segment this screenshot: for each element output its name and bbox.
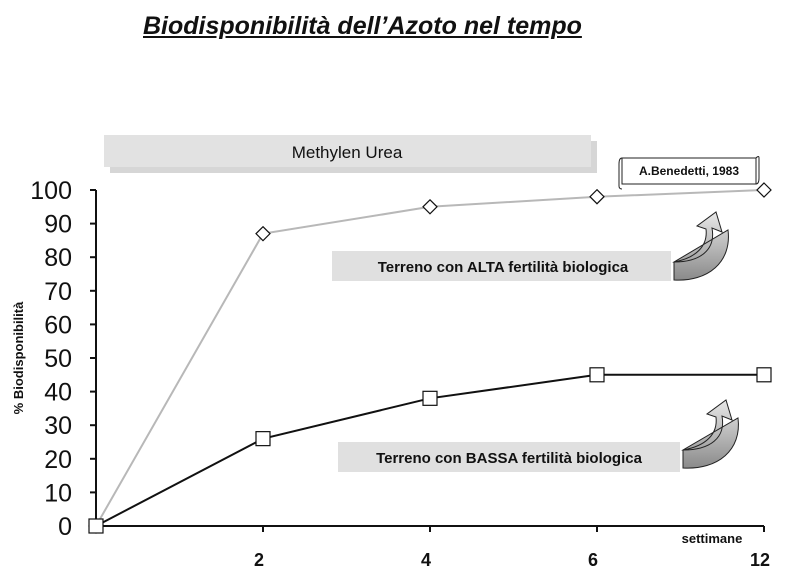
- subtitle-text: Methylen Urea: [291, 143, 403, 162]
- y-tick-label: 70: [44, 277, 72, 306]
- data-point-low: [757, 368, 771, 382]
- source-text: A.Benedetti, 1983: [638, 164, 740, 178]
- x-tick-label: 4: [420, 550, 432, 570]
- data-point-high: [256, 227, 270, 241]
- y-tick-label: 60: [44, 311, 72, 340]
- source-scroll: [619, 157, 759, 190]
- data-point-low: [89, 519, 103, 533]
- legend-low-fertility: [338, 400, 738, 472]
- y-tick-label: 40: [44, 378, 72, 407]
- data-point-low: [423, 391, 437, 405]
- series-line-high: [96, 190, 764, 526]
- y-tick-label: 80: [44, 244, 72, 273]
- x-tick-label: 2: [253, 550, 265, 570]
- y-tick-label: 90: [44, 210, 72, 239]
- x-axis-label: settimane: [681, 531, 743, 546]
- legend-high-text: Terreno con ALTA fertilità biologica: [377, 259, 629, 276]
- y-tick-label: 10: [44, 479, 72, 508]
- data-point-high: [423, 200, 437, 214]
- legend-low-text: Terreno con BASSA fertilità biologica: [376, 450, 642, 467]
- y-axis-label: % Biodisponibilità: [11, 301, 26, 415]
- y-tick-label: 30: [44, 412, 72, 441]
- y-ticks: [30, 177, 96, 541]
- x-tick-label: 12: [749, 550, 771, 570]
- x-ticks: [96, 526, 770, 570]
- legend-high-fertility: [332, 212, 728, 281]
- data-point-low: [256, 432, 270, 446]
- data-point-high: [590, 190, 604, 204]
- y-tick-label: 100: [30, 177, 72, 205]
- y-tick-label: 20: [44, 445, 72, 474]
- x-tick-label: 6: [587, 550, 599, 570]
- curved-arrow-high-icon: [674, 212, 728, 280]
- data-point-low: [590, 368, 604, 382]
- series-layer: [89, 183, 771, 533]
- chart-title: Biodisponibilità dell’Azoto nel tempo: [143, 12, 582, 40]
- data-point-high: [757, 183, 771, 197]
- subtitle-banner: [104, 135, 597, 173]
- y-tick-label: 0: [58, 513, 72, 541]
- y-tick-label: 50: [44, 345, 72, 373]
- curved-arrow-low-icon: [683, 400, 738, 468]
